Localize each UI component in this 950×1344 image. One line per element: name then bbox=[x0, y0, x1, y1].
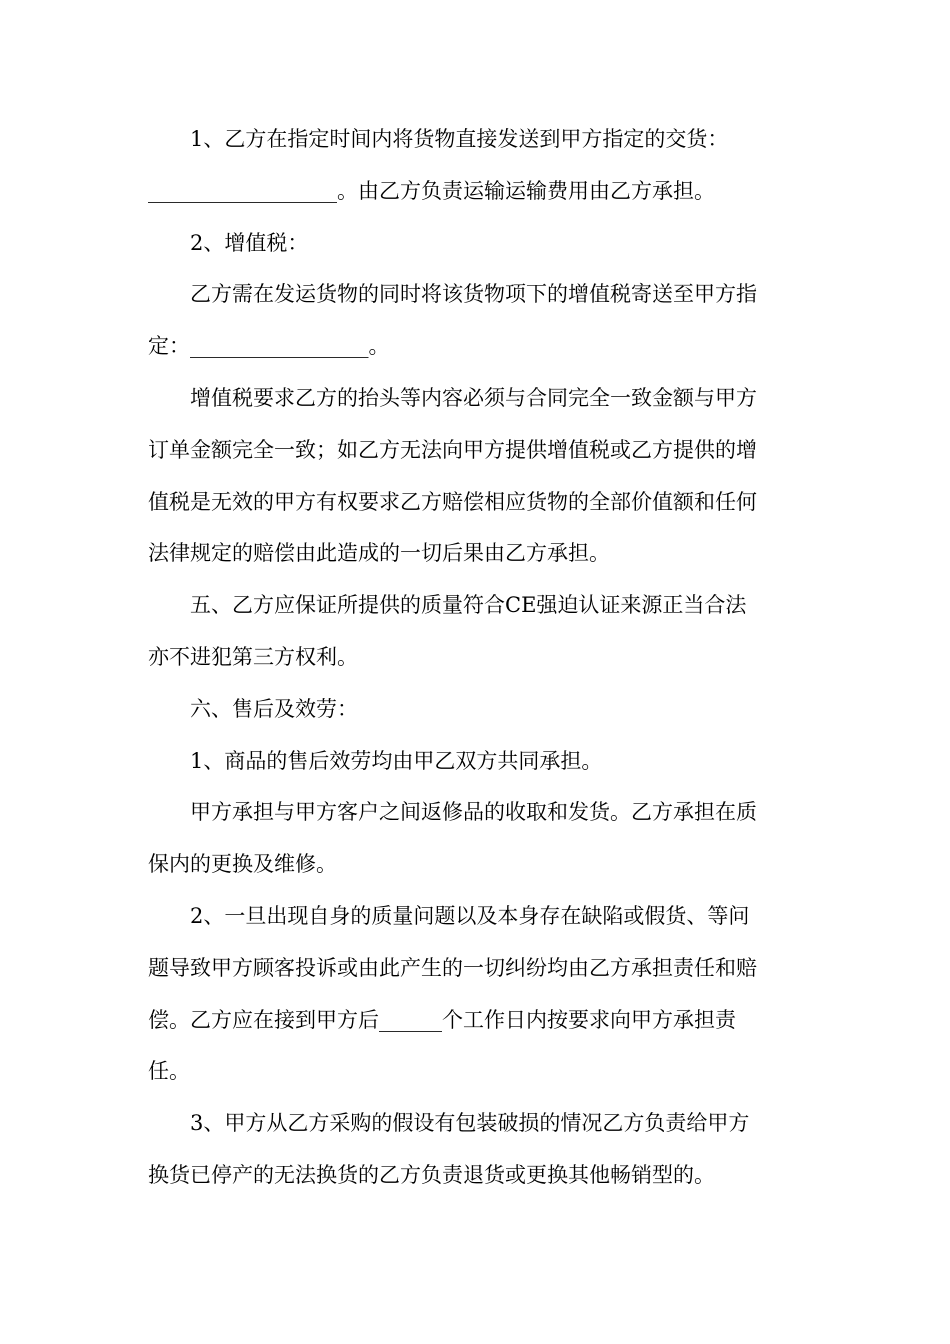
text-line-10: 五、乙方应保证所提供的质量符合CE强迫认证来源正当合法 bbox=[190, 593, 747, 618]
text-line-6: 增值税要求乙方的抬头等内容必须与合同完全一致金额与甲方 bbox=[190, 385, 757, 410]
text-line-9: 法律规定的赔偿由此造成的一切后果由乙方承担。 bbox=[148, 541, 610, 566]
text-line-4: 乙方需在发运货物的同时将该货物项下的增值税寄送至甲方指 bbox=[190, 282, 757, 307]
text-line-12: 六、售后及效劳： bbox=[190, 696, 358, 721]
text-line-19: 任。 bbox=[148, 1059, 190, 1084]
text-line-17: 题导致甲方顾客投诉或由此产生的一切纠纷均由乙方承担责任和赔 bbox=[148, 955, 757, 980]
text-line-7: 订单金额完全一致；如乙方无法向甲方提供增值税或乙方提供的增 bbox=[148, 437, 757, 462]
text-line-15: 保内的更换及维修。 bbox=[148, 852, 337, 877]
text-line-5: 定：_________________。 bbox=[148, 334, 390, 359]
text-line-20: 3、甲方从乙方采购的假设有包装破损的情况乙方负责给甲方 bbox=[190, 1111, 750, 1136]
text-line-14: 甲方承担与甲方客户之间返修品的收取和发货。乙方承担在质 bbox=[190, 800, 757, 825]
text-line-2: __________________。由乙方负责运输运输费用由乙方承担。 bbox=[148, 178, 715, 203]
text-line-8: 值税是无效的甲方有权要求乙方赔偿相应货物的全部价值额和任何 bbox=[148, 489, 757, 514]
text-line-21: 换货已停产的无法换货的乙方负责退货或更换其他畅销型的。 bbox=[148, 1162, 715, 1187]
text-line-3: 2、增值税： bbox=[190, 230, 309, 255]
text-line-1: 1、乙方在指定时间内将货物直接发送到甲方指定的交货： bbox=[190, 127, 729, 151]
document-body bbox=[148, 114, 808, 1202]
text-line-18: 偿。乙方应在接到甲方后______个工作日内按要求向甲方承担责 bbox=[148, 1007, 736, 1032]
text-line-11: 亦不进犯第三方权利。 bbox=[148, 644, 358, 669]
text-line-16: 2、一旦出现自身的质量问题以及本身存在缺陷或假货、等问 bbox=[190, 903, 750, 928]
text-line-13: 1、商品的售后效劳均由甲乙双方共同承担。 bbox=[190, 748, 603, 773]
